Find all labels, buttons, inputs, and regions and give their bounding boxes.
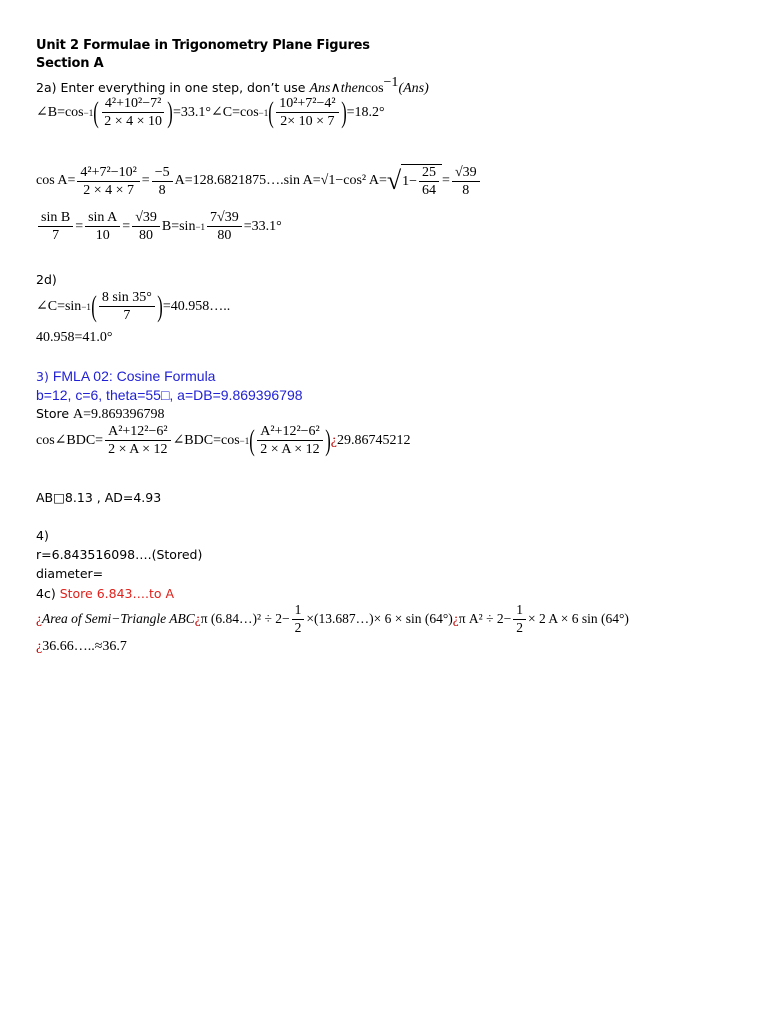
q2d-label: 2d) — [36, 272, 57, 287]
q2d-final: 40.958=41.0° — [36, 330, 113, 345]
denominator: 80 — [139, 228, 154, 244]
denominator: 8 — [158, 182, 166, 198]
numerator: sin B — [38, 210, 73, 227]
cos-bdc-lhs: cos∠BDC= — [36, 433, 104, 449]
q3-title-line — [36, 368, 215, 386]
numerator: −5 — [152, 165, 173, 182]
denominator: 2 — [294, 619, 302, 635]
fraction — [276, 96, 338, 130]
q3-params: b=12, c=6, theta=55□, a=DB=9.869396798 — [36, 387, 303, 403]
fraction — [292, 603, 305, 636]
inverted-question-mark: ¿ — [36, 611, 42, 627]
fraction — [132, 210, 160, 244]
numerator: 1 — [292, 603, 305, 620]
denominator: 64 — [422, 183, 437, 199]
fraction — [101, 96, 165, 130]
fraction — [419, 165, 439, 199]
denominator: 10 — [95, 228, 110, 244]
fraction — [513, 603, 526, 636]
area-label: Area of Semi−Triangle ABC — [42, 611, 195, 627]
denominator: 2 — [516, 619, 523, 635]
q4-radius: r=6.843516098….(Stored) — [36, 547, 203, 562]
equals: = — [141, 173, 150, 189]
q2d-lhs: ∠C=sin — [36, 299, 82, 315]
inverse-exponent: −1 — [383, 75, 399, 90]
denominator: 7 — [123, 308, 131, 324]
fraction — [452, 165, 480, 199]
q4c-label: 4c) — [36, 586, 56, 601]
page-title: Unit 2 Formulae in Trigonometry Plane Figures — [36, 38, 370, 53]
denominator: 2× 10 × 7 — [280, 114, 335, 130]
q3-cos-line: cos∠BDC= $\frac{\text{A²+12²−6²}}{2 \times A \times 12}$ ∠BDC=cos −1 ( $\frac{\text{A²+12²−6²}}{2 \times A \times 12}$ ) ¿ 29.86745212 — [36, 423, 411, 458]
denominator: 2 × 4 × 7 — [83, 182, 134, 198]
q2a-angle-line: ∠B=cos −1 ( $\frac{\text{4²+10²−7²}}{2 \times 4 \times 10}$ ) =33.1°∠C=cos −1 ( $\frac{\text{10²+7²−4²}}{2\times 10 \times 7}$ ) =18.2° — [36, 95, 385, 130]
ab-ad-values: AB□8.13 , AD=4.93 — [36, 490, 162, 505]
store-label: Store — [36, 406, 70, 421]
q3-store-line — [36, 405, 165, 423]
numerator: √39 — [132, 210, 160, 227]
fraction — [99, 290, 155, 324]
denominator: 2 × 4 × 10 — [104, 114, 163, 130]
fraction — [152, 165, 173, 199]
q4c-line — [36, 585, 174, 603]
fraction — [85, 210, 120, 244]
denominator: 2 × A × 12 — [260, 442, 320, 458]
q2a-ans-arg: (Ans) — [398, 81, 429, 96]
section-title: Section A — [36, 56, 104, 71]
q2a-intro — [36, 76, 429, 97]
cosA-result: A=128.6821875….sin A=√1−cos² A= — [174, 173, 387, 189]
area-expr-2: ×(13.687…)× 6 × sin (64°) — [306, 611, 453, 627]
denominator: 2 × A × 12 — [108, 442, 168, 458]
denominator: 8 — [462, 182, 470, 198]
fraction — [105, 424, 171, 458]
area-expr-1: π (6.84…)² ÷ 2− — [200, 611, 290, 627]
q4c-store-note: Store 6.843….to A — [59, 586, 175, 601]
area-final: 36.66…..≈36.7 — [42, 639, 127, 654]
numerator: 1 — [513, 603, 526, 620]
numerator: 10²+7²−4² — [276, 96, 338, 113]
inverted-question-mark: ¿ — [452, 611, 459, 627]
q3-title: FMLA 02: Cosine Formula — [52, 368, 216, 384]
fraction — [257, 424, 323, 458]
q2a-cos: cos — [364, 81, 384, 96]
q4-label: 4) — [36, 528, 49, 543]
numerator: A²+12²−6² — [105, 424, 171, 441]
q2a-ans-note: Ans∧then — [309, 81, 365, 96]
q2d-angle-line: ∠C=sin −1 ( $\frac{8 \sin 35^\circ}{7}$ ) =40.958….. — [36, 289, 231, 324]
area-expr-3: π A² ÷ 2− — [458, 611, 512, 627]
numerator: 25 — [419, 165, 439, 182]
numerator: 8 sin 35° — [99, 290, 155, 307]
q2d-result: =40.958….. — [162, 298, 231, 314]
numerator: 7√39 — [207, 210, 242, 227]
inverted-question-mark: ¿ — [36, 639, 43, 654]
angle-bdc-result: 29.86745212 — [336, 432, 411, 448]
numerator: 4²+7²−10² — [77, 165, 139, 182]
cosA-lhs: cos A= — [36, 173, 76, 189]
denominator: 7 — [52, 228, 60, 244]
angle-c-result: =18.2° — [346, 104, 385, 120]
angle-b-lhs: ∠B=cos — [36, 105, 84, 121]
angle-b-result: =33.1°∠C=cos — [173, 105, 259, 121]
q3-number: 3) — [36, 369, 49, 384]
numerator: sin A — [85, 210, 120, 227]
numerator: √39 — [452, 165, 480, 182]
q2a-label: 2a) Enter everything in one step, don’t use — [36, 80, 306, 95]
area-expr-4: × 2 A × 6 sin (64°) — [528, 611, 629, 627]
inverted-question-mark: ¿ — [194, 611, 201, 627]
q2a-cosA-line: cos A= $\frac{\text{4²+7²−10²}}{2 \times 4 \times 7}$ = $\frac{-5}{8}$ A=128.6821875….sin A=√1−cos² A= √ 1− $\frac{25}{64}$ = $\frac{√39}{8}$ — [36, 164, 482, 199]
fraction — [207, 210, 242, 244]
numerator: 4²+10²−7² — [102, 96, 164, 113]
sinB-mid: B=sin — [161, 218, 196, 234]
fraction — [38, 210, 73, 244]
q2a-sinB-line: $\frac{\text{sin B}}{7}$ = $\frac{\text{sin A}}{10}$ = $\frac{√39}{80}$ B=sin −1 $\frac{7√39}{80}$ =33.1° — [36, 210, 282, 244]
denominator: 80 — [217, 228, 232, 244]
fraction — [77, 165, 139, 199]
store-value: A=9.869396798 — [73, 407, 165, 422]
area-line — [36, 603, 629, 636]
angle-bdc: ∠BDC=cos — [172, 433, 240, 449]
inverted-question-mark: ¿ — [330, 432, 337, 448]
area-final-line — [36, 640, 127, 654]
q4-diameter: diameter= — [36, 566, 104, 581]
numerator: A²+12²−6² — [257, 424, 323, 441]
sinB-result: =33.1° — [243, 218, 282, 234]
